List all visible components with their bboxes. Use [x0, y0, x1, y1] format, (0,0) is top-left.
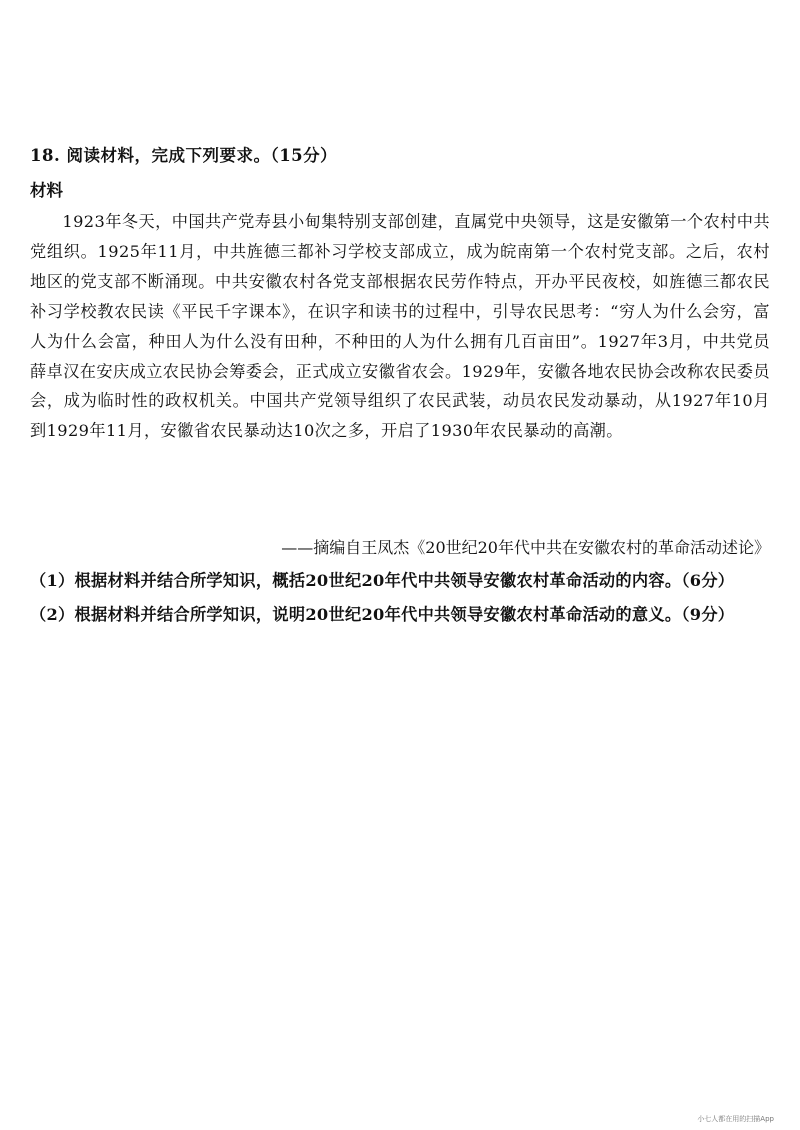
scanner-watermark: 小七人都在用的扫描App — [697, 1115, 774, 1123]
material-label: 材料 — [30, 181, 63, 200]
sub-question-1: （1）根据材料并结合所学知识，概括20世纪20年代中共领导安徽农村革命活动的内容。（6分） — [30, 571, 735, 590]
material-source: ——摘编自王凤杰《20世纪20年代中共在安徽农村的革命活动述论》 — [281, 538, 770, 557]
material-text: 1923年冬天，中国共产党寿县小甸集特别支部创建，直属党中央领导，这是安徽第一个农村中共党组织。1925年11月，中共旌德三都补习学校支部成立，成为皖南第一个农村党支部。之后，农村地区的党支部不断涌现。中共安徽农村各党支部根据农民劳作特点，开办平民夜校，如旌德三都农民补习学校教农民读《平民千字课本》，在识字和读书的过程中，引导农民思考：“穷人为什么会穷，富人为什么会富，种田人为什么没有田种，不种田的人为什么拥有几百亩田”。1927年3月，中共党员薛卓汉在安庆成立农民协会筹委会，正式成立安徽省农会。1929年，安徽各地农民协会改称农民委员会，成为临时性的政权机关。中国共产党领导组织了农民武装，动员农民发动暴动，从1927年10月到1929年11月，安徽省农民暴动达10次之多，开启了1930年农民暴动的高潮。 — [30, 212, 771, 441]
sub-question-2: （2）根据材料并结合所学知识，说明20世纪20年代中共领导安徽农村革命活动的意义。（9分） — [30, 605, 735, 624]
question-title: 18. 阅读材料，完成下列要求。（15分） — [30, 146, 338, 165]
